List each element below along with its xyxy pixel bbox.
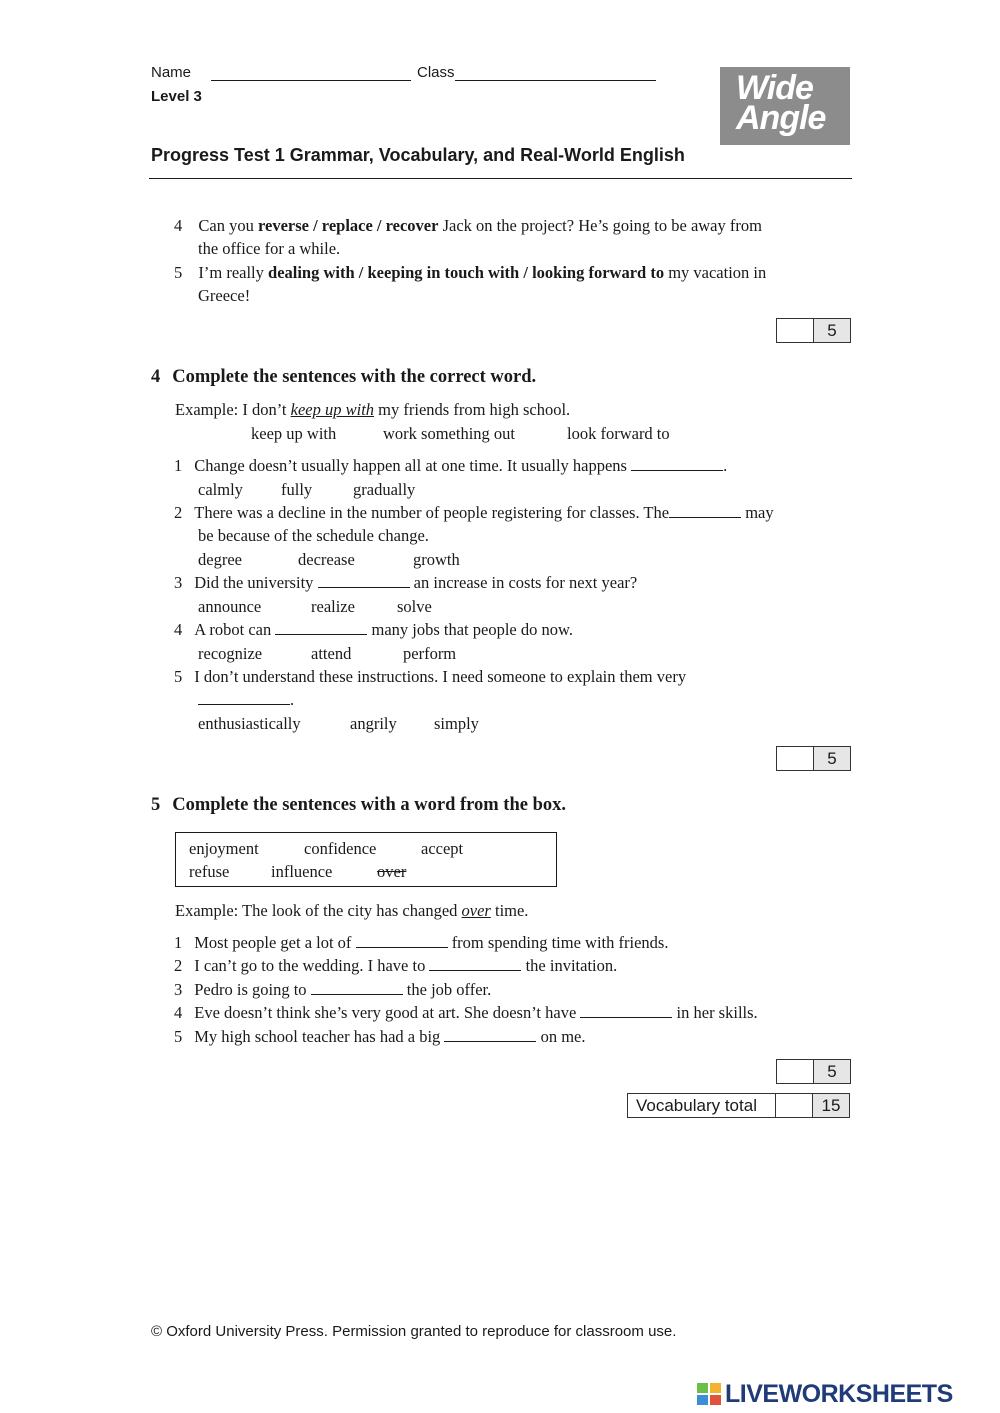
- s4-item-3-option-3[interactable]: solve: [397, 597, 432, 616]
- class-label: Class: [417, 64, 455, 81]
- s4-item-1-option-3[interactable]: gradually: [353, 480, 416, 499]
- word-box-crossed-word: over: [377, 862, 407, 881]
- s4-item-3-option-1[interactable]: announce: [198, 597, 262, 616]
- answer-blank[interactable]: [444, 1027, 536, 1042]
- answer-blank[interactable]: [356, 933, 448, 948]
- s3-score-box: [776, 318, 851, 343]
- score-max: 5: [814, 1060, 850, 1083]
- choice-options[interactable]: reverse / replace / recover: [257, 216, 439, 235]
- score-input[interactable]: [777, 1060, 814, 1083]
- s5-item-4: 4 Eve doesn’t think she’s very good at art. She doesn’t have in her skills.: [174, 1003, 758, 1022]
- word-box-word[interactable]: confidence: [304, 839, 377, 858]
- answer-blank[interactable]: [580, 1003, 672, 1018]
- s4-item-1-option-2[interactable]: fully: [281, 480, 313, 499]
- item-number: 5: [174, 263, 183, 282]
- s4-item-2-line2: be because of the schedule change.: [198, 526, 429, 545]
- word-box: [175, 832, 557, 887]
- item-number: 4: [174, 216, 183, 235]
- section-5-title: 5 Complete the sentences with a word from the box.: [151, 795, 567, 815]
- s4-item-2-option-2[interactable]: decrease: [298, 550, 355, 569]
- s5-example: Example: The look of the city has changed over time.: [175, 901, 529, 920]
- s4-item-4-option-3[interactable]: perform: [403, 644, 457, 663]
- answer-blank[interactable]: [198, 690, 290, 705]
- liveworksheets-icon: [697, 1383, 721, 1405]
- name-label: Name: [151, 64, 192, 81]
- s4-score-box: [776, 746, 851, 771]
- s4-item-2-option-3[interactable]: growth: [413, 550, 460, 569]
- s4-item-5-option-1[interactable]: enthusiastically: [198, 714, 301, 733]
- s4-example: Example: I don’t keep up with my friends from high school.: [175, 400, 571, 419]
- word-box-word[interactable]: accept: [421, 839, 464, 858]
- score-max: 5: [814, 319, 850, 342]
- s4-example-option-3: look forward to: [567, 424, 670, 443]
- score-max: 5: [814, 747, 850, 770]
- s3-item-5-line2: Greece!: [198, 286, 251, 305]
- s5-item-1: 1 Most people get a lot of from spending time with friends.: [174, 933, 669, 952]
- example-answer: keep up with: [290, 400, 375, 419]
- score-input[interactable]: [777, 747, 814, 770]
- answer-blank[interactable]: [429, 956, 521, 971]
- s4-item-5-option-3[interactable]: simply: [434, 714, 479, 733]
- wide-angle-logo: [720, 67, 850, 145]
- s5-item-2: 2 I can’t go to the wedding. I have to the invitation.: [174, 956, 618, 975]
- liveworksheets-logo: [697, 1381, 953, 1407]
- s4-example-option-2: work something out: [383, 424, 515, 443]
- section-4-title: 4 Complete the sentences with the correct word.: [151, 367, 537, 387]
- total-score-max: 15: [813, 1094, 849, 1117]
- answer-blank[interactable]: [669, 503, 741, 518]
- s3-item-4: 4 Can you reverse / replace / recover Jack on the project? He’s going to be away from: [174, 216, 762, 235]
- s4-item-4-option-1[interactable]: recognize: [198, 644, 263, 663]
- s4-example-option-1: keep up with: [251, 424, 337, 443]
- example-answer: over: [461, 901, 491, 920]
- s4-item-1-option-1[interactable]: calmly: [198, 480, 243, 499]
- liveworksheets-brand[interactable]: LIVEWORKSHEETS: [725, 1379, 953, 1408]
- answer-blank[interactable]: [311, 980, 403, 995]
- answer-blank[interactable]: [631, 456, 723, 471]
- s4-item-3-option-2[interactable]: realize: [311, 597, 355, 616]
- copyright-text: © Oxford University Press. Permission granted to reproduce for classroom use.: [151, 1323, 677, 1340]
- total-score-input[interactable]: [776, 1094, 813, 1117]
- s4-item-3: 3 Did the university an increase in costs for next year?: [174, 573, 638, 592]
- s5-item-5: 5 My high school teacher has had a big on me.: [174, 1027, 586, 1046]
- s4-item-4-option-2[interactable]: attend: [311, 644, 352, 663]
- logo-text-wide: Wide: [736, 69, 813, 107]
- s4-item-2: 2 There was a decline in the number of people registering for classes. The may: [174, 503, 774, 522]
- page-title: Progress Test 1 Grammar, Vocabulary, and Real-World English: [151, 145, 685, 165]
- s4-item-5-option-2[interactable]: angrily: [350, 714, 397, 733]
- s4-item-2-option-1[interactable]: degree: [198, 550, 242, 569]
- s4-item-5-line2: .: [198, 690, 294, 710]
- s3-item-5: 5 I’m really dealing with / keeping in touch with / looking forward to my vacation in: [174, 263, 767, 282]
- level-label: Level 3: [151, 88, 202, 105]
- s4-item-4: 4 A robot can many jobs that people do now.: [174, 620, 573, 639]
- answer-blank[interactable]: [275, 620, 367, 635]
- vocabulary-total-box: [627, 1093, 850, 1118]
- score-input[interactable]: [777, 319, 814, 342]
- s5-item-3: 3 Pedro is going to the job offer.: [174, 980, 492, 999]
- word-box-word[interactable]: influence: [271, 862, 333, 881]
- s5-score-box: [776, 1059, 851, 1084]
- class-field[interactable]: [455, 80, 656, 81]
- word-box-word[interactable]: enjoyment: [189, 839, 259, 858]
- header-rule: [149, 178, 852, 179]
- answer-blank[interactable]: [318, 573, 410, 588]
- choice-options[interactable]: dealing with / keeping in touch with / looking forward to: [268, 263, 665, 282]
- word-box-word[interactable]: refuse: [189, 862, 230, 881]
- s3-item-4-line2: the office for a while.: [198, 239, 341, 258]
- s4-item-5: 5 I don’t understand these instructions. I need someone to explain them very: [174, 667, 687, 686]
- vocabulary-total-label: Vocabulary total: [628, 1094, 776, 1117]
- s4-item-1: 1 Change doesn’t usually happen all at one time. It usually happens .: [174, 456, 728, 475]
- name-field[interactable]: [211, 80, 411, 81]
- logo-text-angle: Angle: [736, 99, 826, 137]
